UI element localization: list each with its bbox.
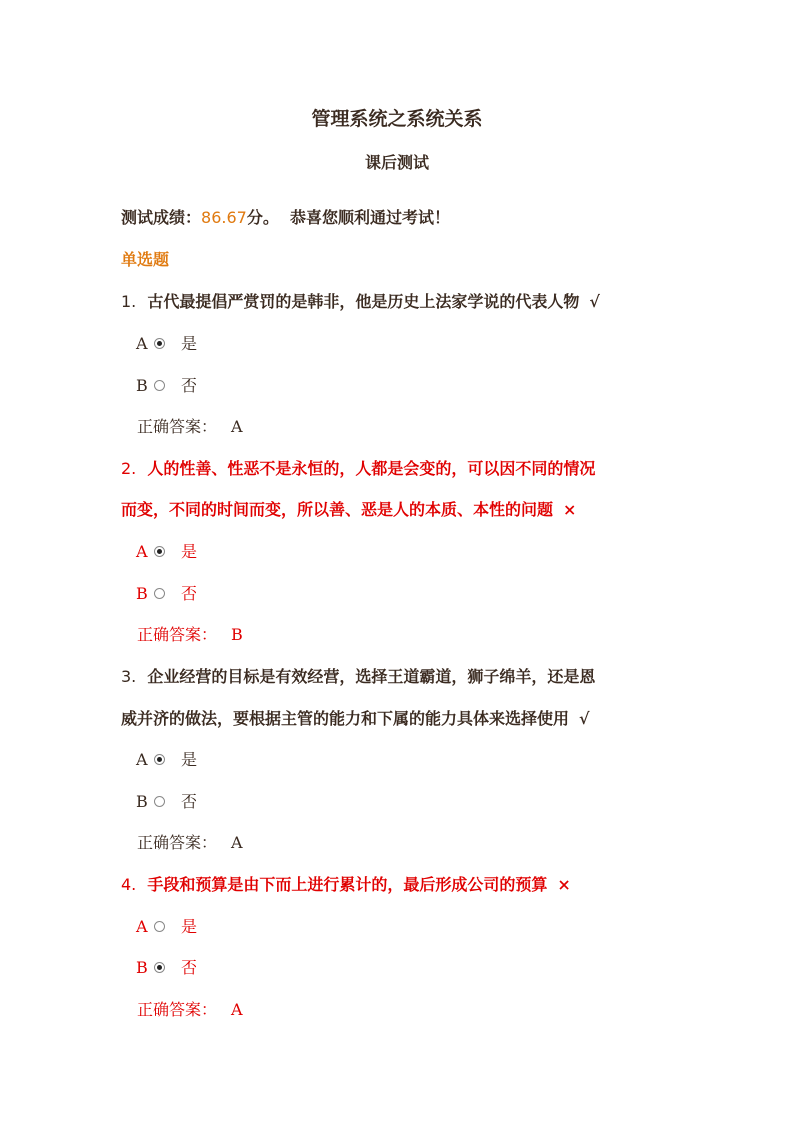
section-heading: 单选题 [121,250,170,269]
radio-button[interactable] [154,588,165,599]
option-letter: B [136,792,148,811]
radio-button[interactable] [154,754,165,765]
question-text: 威并济的做法，要根据主管的能力和下属的能力具体来选择使用 [121,709,570,728]
option-letter: A [136,750,148,769]
question-text: 手段和预算是由下而上进行累计的，最后形成公司的预算 [147,875,548,894]
correct-answer [137,414,243,437]
question-text: 古代最提倡严赏罚的是韩非，他是历史上法家学说的代表人物 [147,292,580,311]
wrong-mark-icon: × [557,875,571,894]
option-letter: B [136,376,148,395]
option-text: 否 [181,792,198,811]
option-a[interactable] [136,539,197,562]
question-3-line-2 [121,706,590,729]
question-text: 企业经营的目标是有效经营，选择王道霸道，狮子绵羊，还是恩 [147,667,596,686]
option-letter: A [136,542,148,561]
question-number: 4. [121,875,137,894]
question-1 [121,289,600,312]
option-text: 否 [181,376,198,395]
score-line [121,205,450,228]
option-text: 否 [181,584,198,603]
correct-answer [137,997,243,1020]
question-3 [121,664,595,687]
question-text: 人的性善、性恶不是永恒的，人都是会变的，可以因不同的情况 [147,459,596,478]
answer-label: 正确答案： [137,833,218,852]
option-letter: B [136,958,148,977]
option-b[interactable] [136,789,197,812]
answer-value: A [231,417,243,436]
answer-value: A [231,833,243,852]
option-letter: B [136,584,148,603]
correct-answer [137,622,243,645]
score-value: 86.67 [201,208,247,227]
question-4 [121,872,571,895]
question-number: 2. [121,459,137,478]
score-unit: 分。 [246,208,279,227]
option-text: 是 [181,542,198,561]
answer-value: B [231,625,243,644]
answer-label: 正确答案： [137,1000,218,1019]
radio-button[interactable] [154,380,165,391]
page-subtitle: 课后测试 [364,153,429,172]
correct-mark-icon: √ [589,292,600,311]
option-letter: A [136,334,148,353]
option-b[interactable] [136,955,197,978]
option-text: 是 [181,334,198,353]
correct-answer [137,830,243,853]
radio-button[interactable] [154,921,165,932]
option-b[interactable] [136,373,197,396]
answer-label: 正确答案： [137,417,218,436]
correct-mark-icon: √ [579,709,590,728]
option-text: 否 [181,958,198,977]
option-text: 是 [181,750,198,769]
wrong-mark-icon: × [563,500,577,519]
radio-button[interactable] [154,796,165,807]
option-text: 是 [181,917,198,936]
option-b[interactable] [136,581,197,604]
radio-button[interactable] [154,338,165,349]
answer-label: 正确答案： [137,625,218,644]
question-2-line-2 [121,497,576,520]
score-message: 恭喜您顺利通过考试！ [289,208,450,227]
option-letter: A [136,917,148,936]
radio-button[interactable] [154,546,165,557]
option-a[interactable] [136,747,197,770]
page-title: 管理系统之系统关系 [311,108,483,130]
question-number: 1. [121,292,137,311]
question-number: 3. [121,667,137,686]
radio-button[interactable] [154,962,165,973]
question-2 [121,456,595,479]
score-label: 测试成绩： [121,208,202,227]
option-a[interactable] [136,331,197,354]
answer-value: A [231,1000,243,1019]
option-a[interactable] [136,914,197,937]
question-text: 而变，不同的时间而变，所以善、恶是人的本质、本性的问题 [121,500,554,519]
